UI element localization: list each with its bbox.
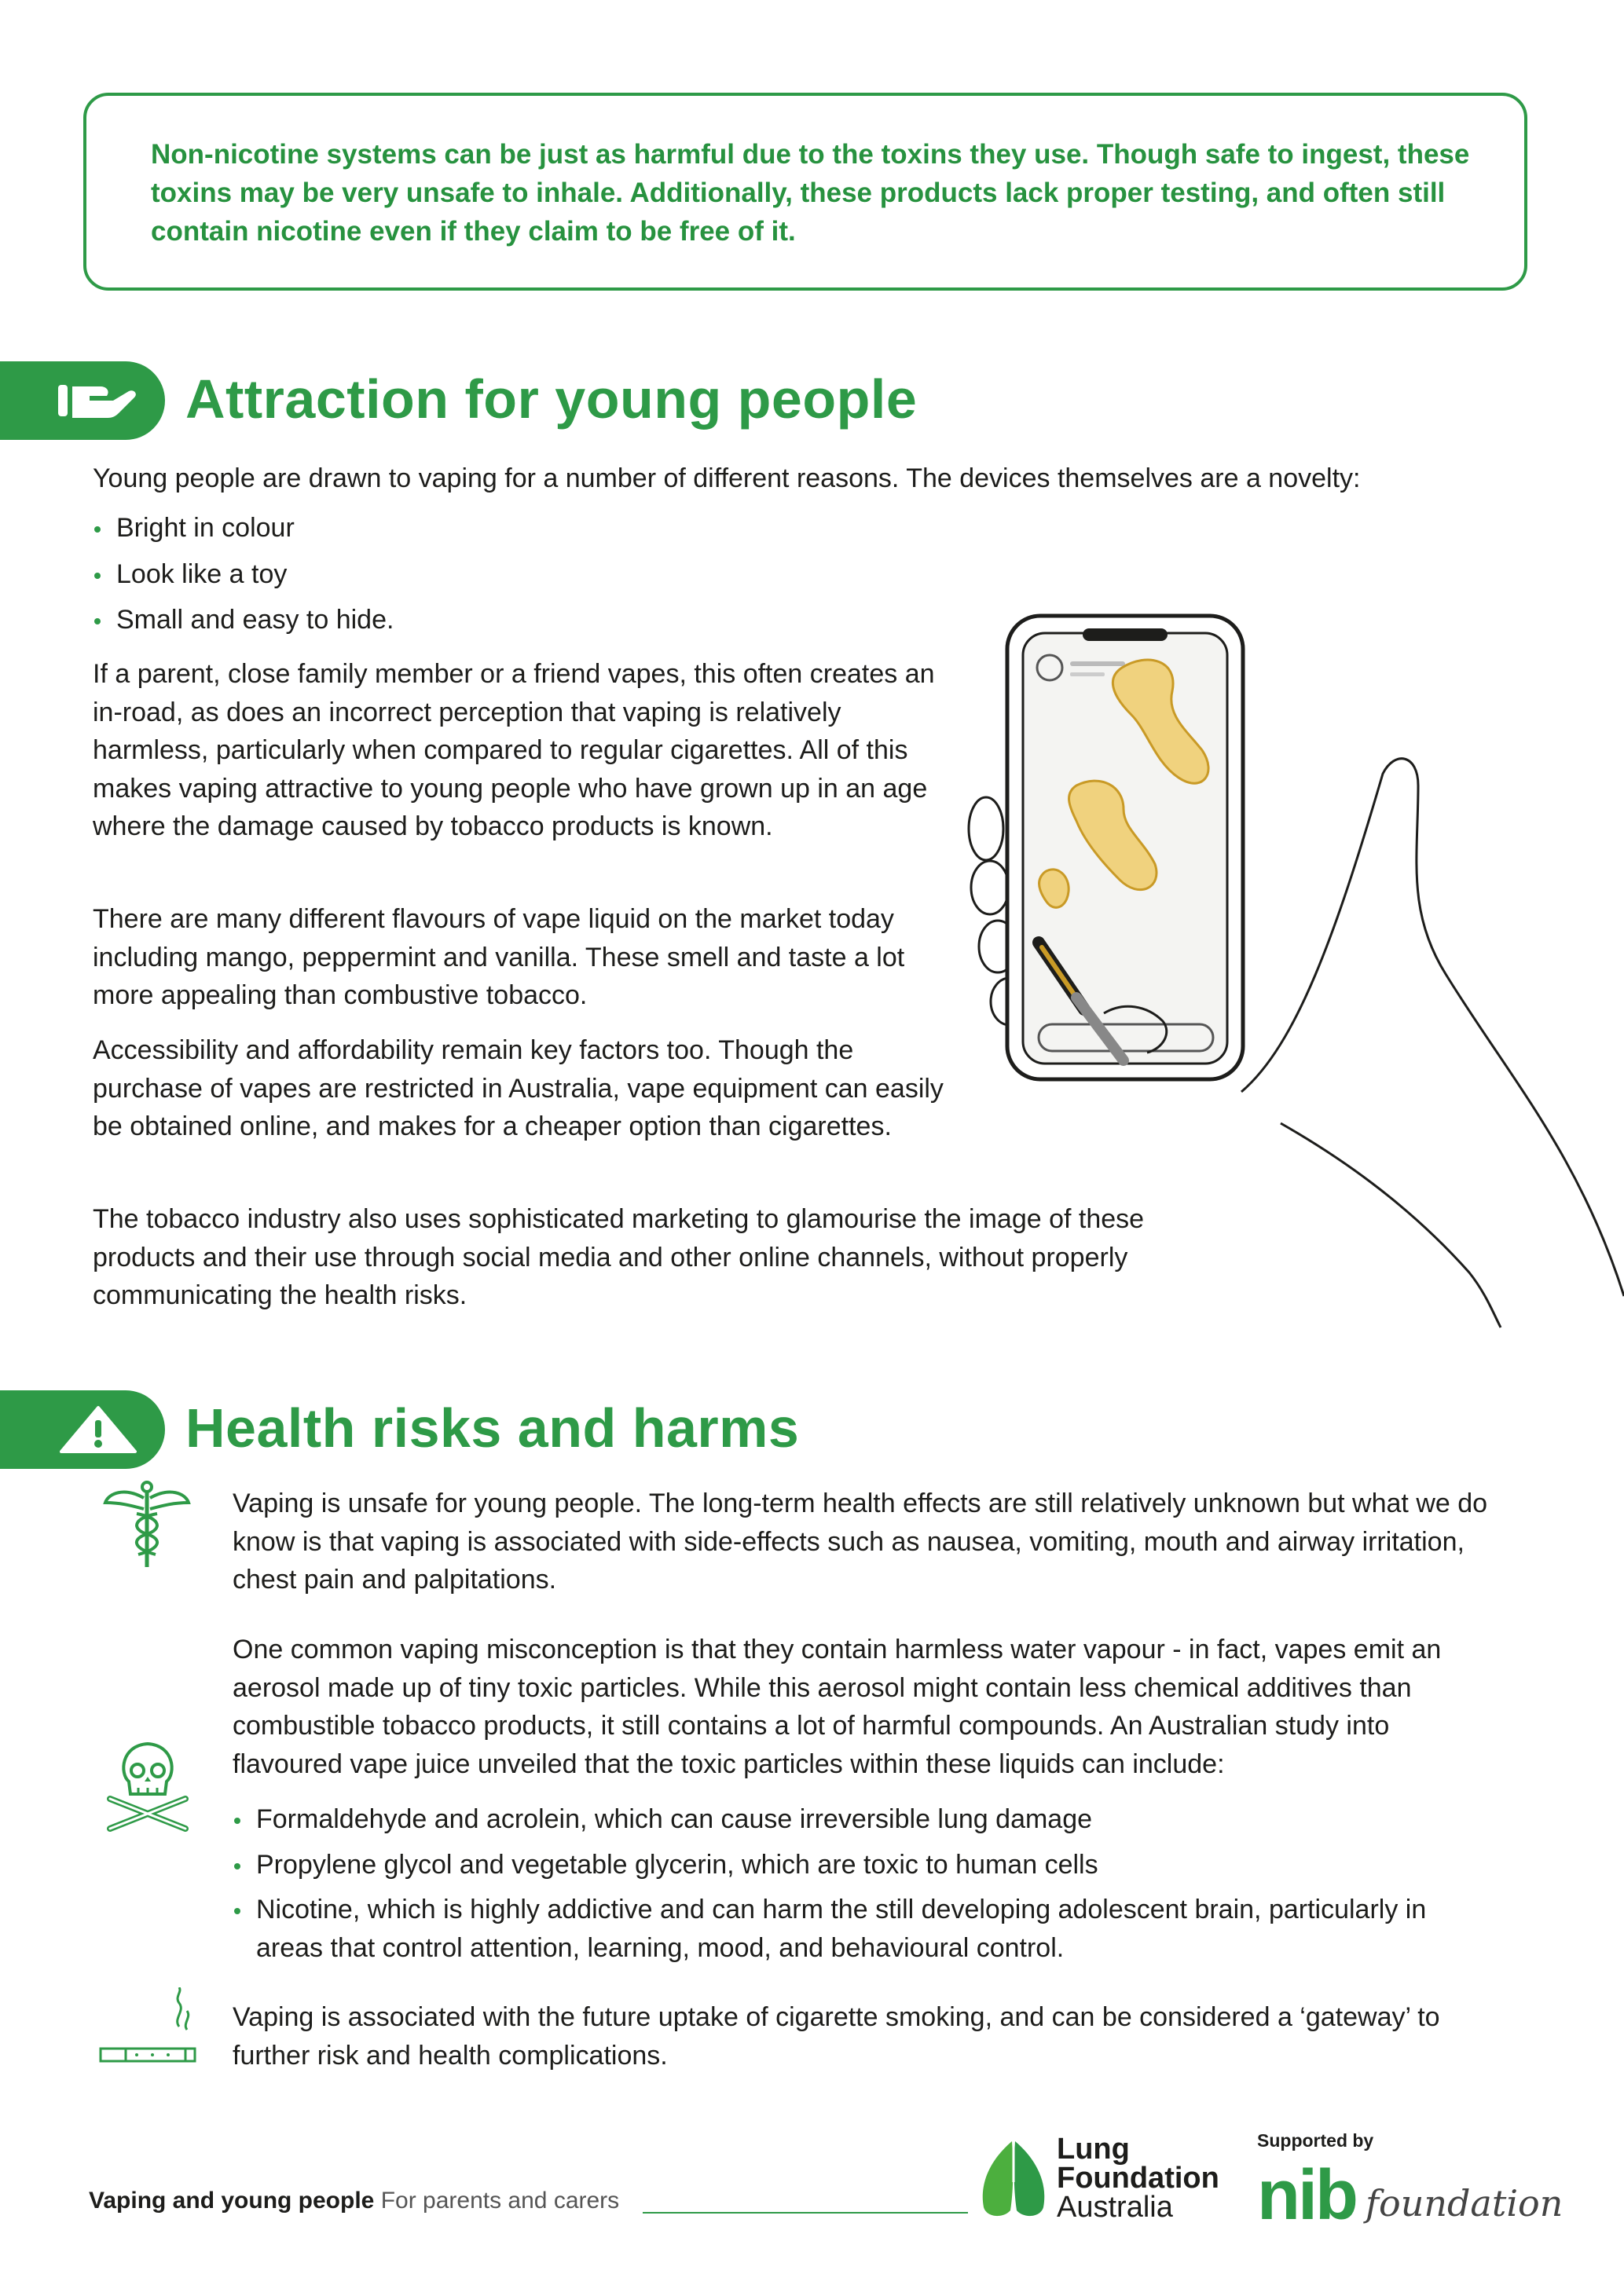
section-tab-attraction — [0, 361, 165, 440]
lung-foundation-logo-icon — [976, 2135, 1051, 2221]
logo-line: Australia — [1057, 2191, 1173, 2224]
health-paragraph: Vaping is unsafe for young people. The long-term health effects are still relatively unknown but what we do know is that vaping is associated with side-effects such as nausea, vomiting, mouth and airway irritation, chest pain and palpitations. — [233, 1489, 1488, 1595]
logo-line: Foundation — [1057, 2162, 1219, 2195]
attraction-paragraph: If a parent, close family member or a friend vapes, this often creates an in-road, as does an incorrect perception that vaping is relatively harmless, particularly when compared to regular cigarettes. All of this makes vaping attractive to young people who have grown up in an age where the damage caused by tobacco products is known. — [93, 659, 935, 841]
list-item: Formaldehyde and acrolein, which can cause irreversible lung damage — [233, 1800, 1490, 1839]
footer-divider — [643, 2212, 968, 2214]
section-title-attraction: Attraction for young people — [185, 368, 918, 430]
supported-by-label: Supported by — [1257, 2130, 1374, 2151]
callout-box — [83, 93, 1527, 291]
cigarette-icon — [97, 1987, 200, 2074]
list-item: Bright in colour — [93, 509, 394, 547]
attraction-intro: Young people are drawn to vaping for a number of different reasons. The devices themselves are a novelty: — [93, 463, 1361, 493]
footer-subtitle: For parents and carers — [380, 2188, 620, 2214]
list-item: Small and easy to hide. — [93, 601, 394, 639]
toxins-bullet-list — [233, 1800, 1490, 1974]
caduceus-icon — [101, 1479, 193, 1572]
list-item: Look like a toy — [93, 555, 394, 594]
attraction-paragraph: Accessibility and affordability remain key factors too. Though the purchase of vapes are restricted in Australia, vape equipment can easily be obtained online, and makes for a cheaper option than cigarettes. — [93, 1035, 944, 1141]
attraction-bullet-list — [93, 509, 394, 639]
footer-document-title — [89, 2185, 619, 2217]
section-tab-health — [0, 1390, 165, 1469]
health-paragraph: One common vaping misconception is that they contain harmless water vapour - in fact, vapes emit an aerosol made up of tiny toxic particles. While this aerosol might contain less chemical additives than combustible tobacco products, it still contains a lot of harmful compounds. An Australian study into flavoured vape juice unveiled that the toxic particles within these liquids can include: — [233, 1635, 1442, 1779]
hand-offering-icon — [57, 375, 140, 426]
list-item: Nicotine, which is highly addictive and can harm the still developing adolescent brain, particularly in areas that control attention, learning, mood, and behavioural control. — [233, 1891, 1490, 1967]
logo-line: Lung — [1057, 2133, 1130, 2166]
attraction-paragraph: The tobacco industry also uses sophisticated marketing to glamourise the image of these products and their use through social media and other online channels, without properly communicating the health risks. — [93, 1204, 1145, 1310]
phone-in-hand-illustration — [966, 605, 1624, 1335]
skull-crossbones-icon — [96, 1733, 200, 1836]
section-title-health: Health risks and harms — [185, 1397, 800, 1459]
attraction-paragraph: There are many different flavours of vape liquid on the market today including mango, peppermint and vanilla. These smell and taste a lot more appealing than combustive tobacco. — [93, 904, 905, 1010]
list-item: Propylene glycol and vegetable glycerin, which are toxic to human cells — [233, 1846, 1490, 1884]
health-paragraph: Vaping is associated with the future uptake of cigarette smoking, and can be considered a ‘gateway’ to further risk and health complications. — [233, 2002, 1440, 2071]
nib-foundation-wordmark: foundation — [1366, 2182, 1564, 2225]
warning-icon — [57, 1404, 140, 1455]
callout-text: Non-nicotine systems can be just as harmful due to the toxins they use. Though safe to ingest, these toxins may be very unsafe to inhale. Additionally, these products lack proper testing, and often still contain nicotine even if they claim to be free of it. — [151, 139, 1470, 247]
footer-title: Vaping and young people — [89, 2188, 375, 2214]
lung-foundation-logo-text — [1057, 2135, 1219, 2222]
nib-logo: nib — [1257, 2156, 1356, 2235]
